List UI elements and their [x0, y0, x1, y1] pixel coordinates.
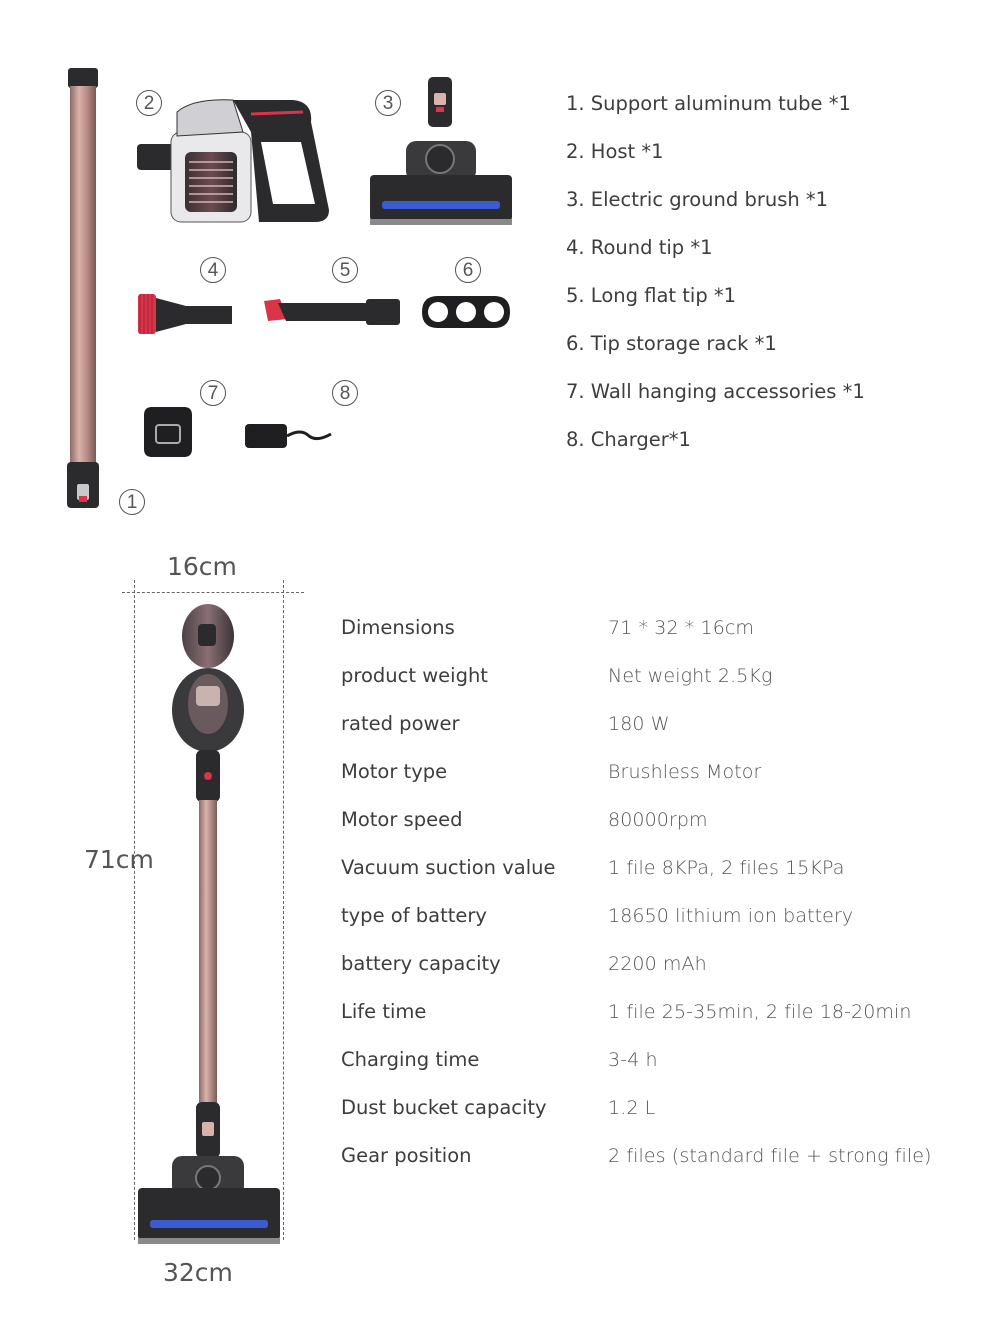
- spec-value: 2200 mAh: [608, 953, 707, 975]
- spec-value: Net weight 2.5Kg: [608, 665, 773, 687]
- aluminum-tube-image: [60, 66, 106, 518]
- spec-label: type of battery: [341, 904, 487, 927]
- spec-label: product weight: [341, 664, 488, 687]
- spec-value: 18650 lithium ion battery: [608, 905, 854, 927]
- number-badge: 3: [375, 90, 401, 116]
- accessory-item: 3. Electric ground brush *1: [566, 188, 829, 211]
- spec-label: Life time: [341, 1000, 427, 1023]
- spec-value: 180 W: [608, 713, 670, 735]
- spec-label: Dimensions: [341, 616, 455, 639]
- accessory-item: 4. Round tip *1: [566, 236, 713, 259]
- spec-value: 71 * 32 * 16cm: [608, 617, 755, 639]
- host-unit-image: [133, 92, 333, 234]
- spec-value: 2 files (standard file + strong file): [608, 1145, 932, 1167]
- accessory-item: 2. Host *1: [566, 140, 664, 163]
- spec-label: battery capacity: [341, 952, 501, 975]
- spec-label: Charging time: [341, 1048, 480, 1071]
- wall-mount-image: [138, 405, 198, 459]
- accessory-list: [566, 88, 865, 472]
- tip-rack-image: [418, 290, 514, 334]
- spec-value: 1 file 25-35min, 2 file 18-20min: [608, 1001, 912, 1023]
- accessory-item: 5. Long flat tip *1: [566, 284, 737, 307]
- accessory-item: 8. Charger*1: [566, 428, 691, 451]
- accessory-item: 1. Support aluminum tube *1: [566, 92, 851, 115]
- number-badge: 5: [332, 257, 358, 283]
- spec-label: Dust bucket capacity: [341, 1096, 547, 1119]
- height-dimension-label: 71cm: [84, 845, 154, 874]
- spec-label: Vacuum suction value: [341, 856, 556, 879]
- dimension-guide-line: [122, 592, 304, 593]
- accessory-item: 7. Wall hanging accessories *1: [566, 380, 865, 403]
- spec-label: rated power: [341, 712, 460, 735]
- number-badge: 2: [136, 90, 162, 116]
- spec-value: 1 file 8KPa, 2 files 15KPa: [608, 857, 845, 879]
- number-badge: 8: [332, 380, 358, 406]
- vacuum-cleaner-image: [136, 600, 284, 1248]
- dimension-guide-line: [134, 580, 135, 1240]
- depth-dimension-label: 32cm: [163, 1258, 233, 1287]
- round-tip-image: [136, 288, 236, 342]
- width-dimension-label: 16cm: [167, 552, 237, 581]
- spec-label: Motor speed: [341, 808, 463, 831]
- charger-image: [243, 420, 335, 452]
- number-badge: 7: [200, 380, 226, 406]
- spec-label: Motor type: [341, 760, 448, 783]
- number-badge: 6: [455, 257, 481, 283]
- spec-value: Brushless Motor: [608, 761, 762, 783]
- spec-value: 80000rpm: [608, 809, 708, 831]
- spec-value: 1.2 L: [608, 1097, 656, 1119]
- spec-label: Gear position: [341, 1144, 472, 1167]
- long-flat-tip-image: [262, 293, 402, 335]
- accessory-item: 6. Tip storage rack *1: [566, 332, 777, 355]
- number-badge: 4: [200, 257, 226, 283]
- number-badge: 1: [119, 489, 145, 515]
- spec-value: 3-4 h: [608, 1049, 658, 1071]
